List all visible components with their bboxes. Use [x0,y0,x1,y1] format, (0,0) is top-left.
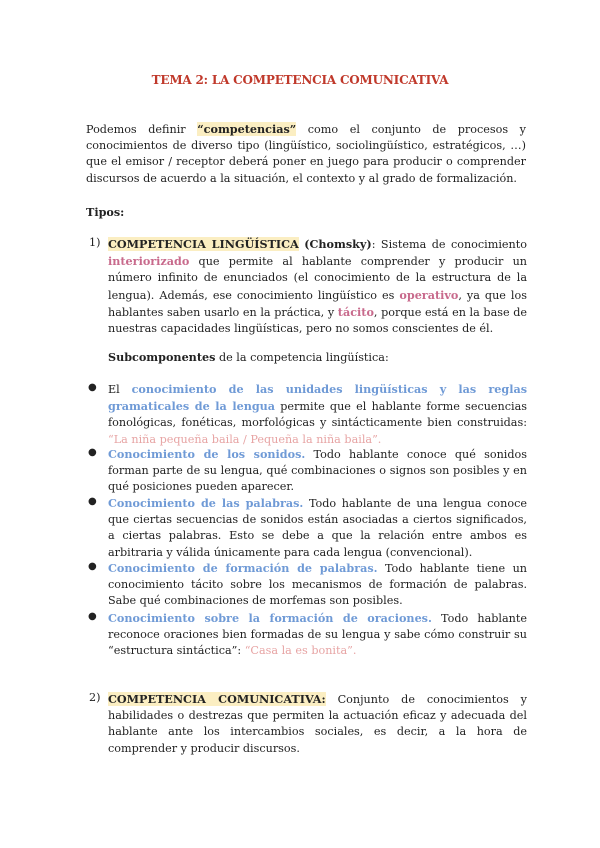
intro-post: como el conjunto de procesos y conocimientos de diverso tipo (lingüístico, sociolingüístico, estratégicos, …) que el emisor / receptor deberá poner en juego para producir o comprender discursos de acuerdo a la situación, el contexto y al grado de formalización. [86,123,527,185]
intro-pre: Podemos definir [86,123,198,136]
item1-text-3: , ya que los hablantes saben usarlo en la práctica, y [108,288,527,319]
item1-text-4: , porque está en la base de nuestras capacidades lingüísticas, pero no somos conscientes de él. [108,305,528,336]
bullet-item-1 [108,381,527,448]
item1-text-1: : Sistema de conocimiento [371,238,527,251]
item2-heading: COMPETENCIA COMUNICATIVA: [108,692,326,706]
bullet-1-example: “La niña pequeña baila / Pequeña la niña baila”. [108,432,382,446]
bullet-5-text: Todo hablante reconoce oraciones bien formadas de su lengua y sabe cómo construir su “estructura sintáctica”: [108,612,527,658]
bullet-5-example: “Casa la es bonita”. [244,644,357,658]
item1-term-interiorizado: interiorizado [108,254,190,269]
bullet-dot: ● [88,561,97,572]
item1-term-operativo: operativo [399,287,459,302]
bullet-dot: ● [88,496,97,507]
bullet-4-text: Todo hablante tiene un conocimiento tácito sobre los mecanismos de formación de palabras. Sabe qué combinaciones de morfemas son posibles. [108,562,527,608]
item1-term-tacito: tácito [337,304,374,319]
item1-number: 1) [89,236,101,249]
page-title: TEMA 2: LA COMPETENCIA COMUNICATIVA [151,73,449,87]
intro-paragraph [86,121,526,187]
item1-author: (Chomsky) [304,237,372,251]
intro-term: “competencias” [197,122,297,136]
item1-paragraph [108,236,527,337]
bullet-item-2 [108,446,527,496]
item1-text-2: que permite al hablante comprender y producir un número infinito de enunciados (el conocimiento de la estructura de la lengua). Además, ese conocimiento lingüístico es [108,255,527,302]
bullet-dot: ● [88,382,97,393]
bullet-dot: ● [88,447,97,458]
item2-number: 2) [89,691,101,704]
bullet-4-term: Conocimiento de formación de palabras. [108,561,378,575]
bullet-2-text: Todo hablante conoce qué sonidos forman parte de su lengua, qué combinaciones o signos son posibles y en qué posiciones pueden aparecer. [108,448,528,494]
subcomponents-rest: de la competencia lingüística: [215,351,389,364]
bullet-2-term: Conocimiento de los sonidos. [108,447,306,461]
bullet-5-term: Conocimiento sobre la formación de oraciones. [108,611,432,625]
bullet-3-term: Conocimiento de las palabras. [108,496,304,510]
bullet-3-text: Todo hablante de una lengua conoce que ciertas secuencias de sonidos están asociadas a ciertos significados, a ciertas palabras. Esto se debe a que la relación entre ambos es arbitraria y válida únicamente para cada lengua (convencional). [108,497,527,559]
bullet-1-text: permite que el hablante forme secuencias fonológicas, fonéticas, morfológicas y sintácticamente bien construidas: [108,400,527,430]
bullet-1-term: conocimiento de las unidades lingüísticas y las reglas gramaticales de la lengua [108,382,527,414]
bullet-item-4 [108,560,527,610]
item1-heading: COMPETENCIA LINGÜÍSTICA [108,237,299,251]
subcomponents-bold: Subcomponentes [108,350,216,364]
item2-text: Conjunto de conocimientos y habilidades o destrezas que permiten la actuación eficaz y adecuada del hablante ante los intercambios sociales, es decir, a la hora de comprender y producir discursos. [108,693,527,755]
subcomponents-heading [108,349,527,366]
bullet-dot: ● [88,611,97,622]
item2-paragraph [108,691,527,757]
bullet-1-pre: El [108,383,132,396]
bullet-item-3 [108,495,527,561]
bullet-item-5 [108,610,527,660]
types-label: Tipos: [86,205,125,219]
